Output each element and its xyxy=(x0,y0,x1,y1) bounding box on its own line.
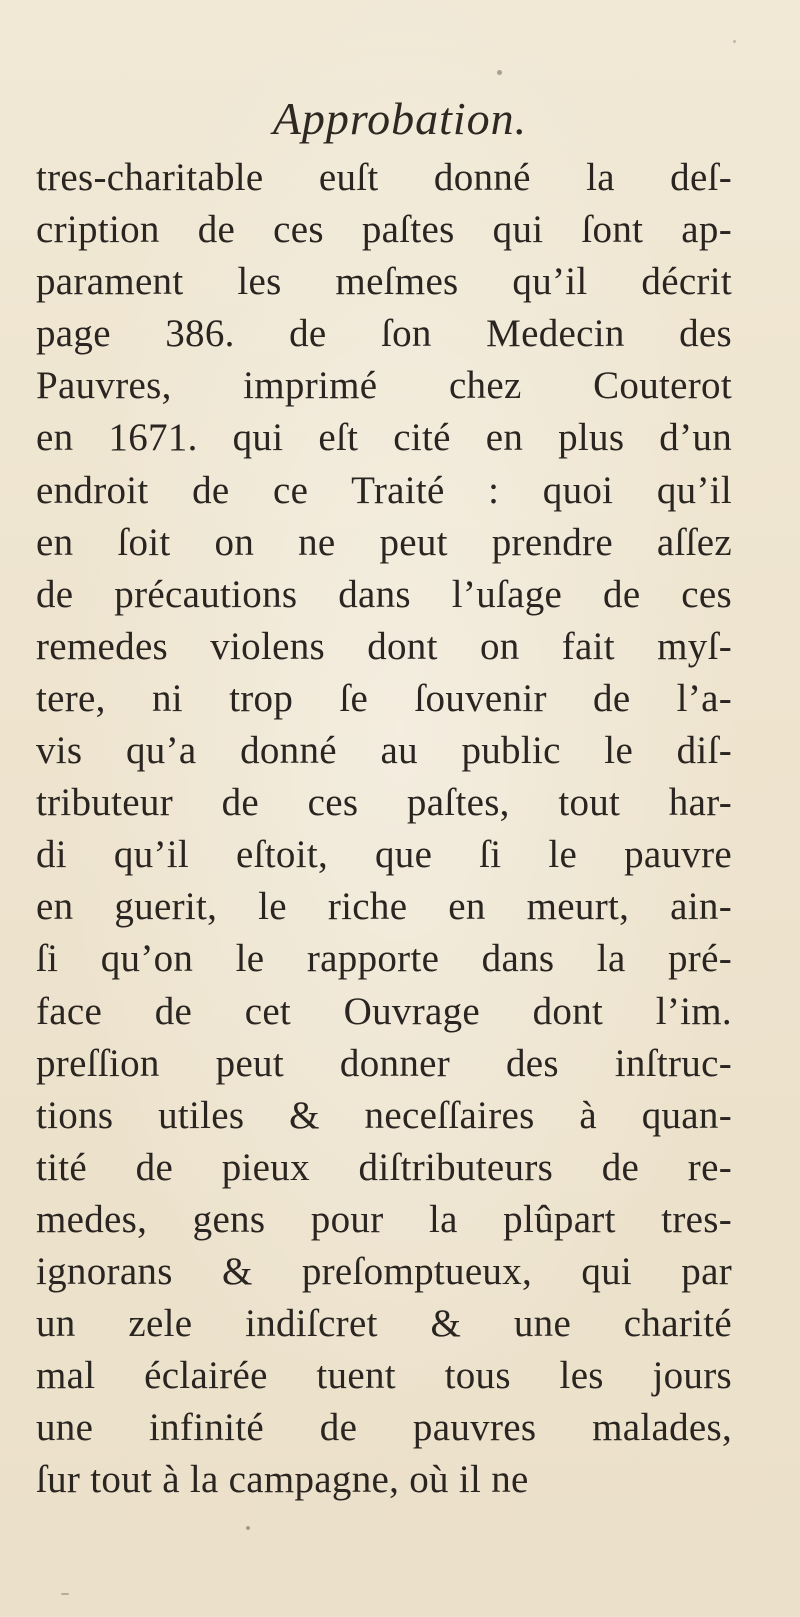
paper-speck xyxy=(497,70,502,75)
text-line-3: parament les meſmes qu’il décrit xyxy=(36,260,732,304)
text-line-18: preſſion peut donner des inſtruc- xyxy=(36,1041,732,1085)
page-header-title: Approbation. xyxy=(272,93,528,144)
text-line-23: un zele indiſcret & une charité xyxy=(36,1302,732,1346)
text-line-6: en 1671. qui eſt cité en plus d’un xyxy=(36,416,732,460)
text-line-14: di qu’il eſtoit, que ſi le pauvre xyxy=(36,833,732,877)
text-line-2: cription de ces paſtes qui ſont ap- xyxy=(36,208,732,252)
paper-speck xyxy=(246,1526,250,1530)
text-line-25: une infinité de pauvres malades, xyxy=(36,1406,732,1450)
text-line-10: remedes violens dont on fait myſ- xyxy=(36,624,732,668)
text-line-12: vis qu’a donné au public le diſ- xyxy=(36,729,732,773)
text-line-21: medes, gens pour la plûpart tres- xyxy=(36,1197,732,1241)
text-line-13: tributeur de ces paſtes, tout har- xyxy=(36,781,732,825)
text-line-4: page 386. de ſon Medecin des xyxy=(36,312,732,356)
text-line-8: en ſoit on ne peut prendre aſſez xyxy=(36,520,732,564)
text-line-24: mal éclairée tuent tous les jours xyxy=(36,1354,732,1398)
text-line-9: de précautions dans l’uſage de ces xyxy=(36,572,732,616)
text-line-7: endroit de ce Traité : quoi qu’il xyxy=(36,468,732,512)
text-line-22: ignorans & preſomptueux, qui par xyxy=(36,1249,732,1293)
text-line-17: face de cet Ouvrage dont l’im. xyxy=(36,989,732,1033)
text-line-16: ſi qu’on le rapporte dans la pré- xyxy=(36,937,732,981)
paper-speck xyxy=(61,1593,69,1595)
text-line-11: tere, ni trop ſe ſouvenir de l’a- xyxy=(36,676,732,720)
text-line-15: en guerit, le riche en meurt, ain- xyxy=(36,885,732,929)
text-line-19: tions utiles & neceſſaires à quan- xyxy=(36,1093,732,1137)
text-line-20: tité de pieux diſtributeurs de re- xyxy=(36,1145,732,1189)
text-line-1: tres-charitable euſt donné la deſ- xyxy=(36,156,732,199)
paper-speck xyxy=(733,40,736,43)
text-line-5: Pauvres, imprimé chez Couterot xyxy=(36,364,732,408)
body-text xyxy=(36,152,732,1506)
text-line-26: ſur tout à la campagne, où il ne xyxy=(36,1458,529,1502)
